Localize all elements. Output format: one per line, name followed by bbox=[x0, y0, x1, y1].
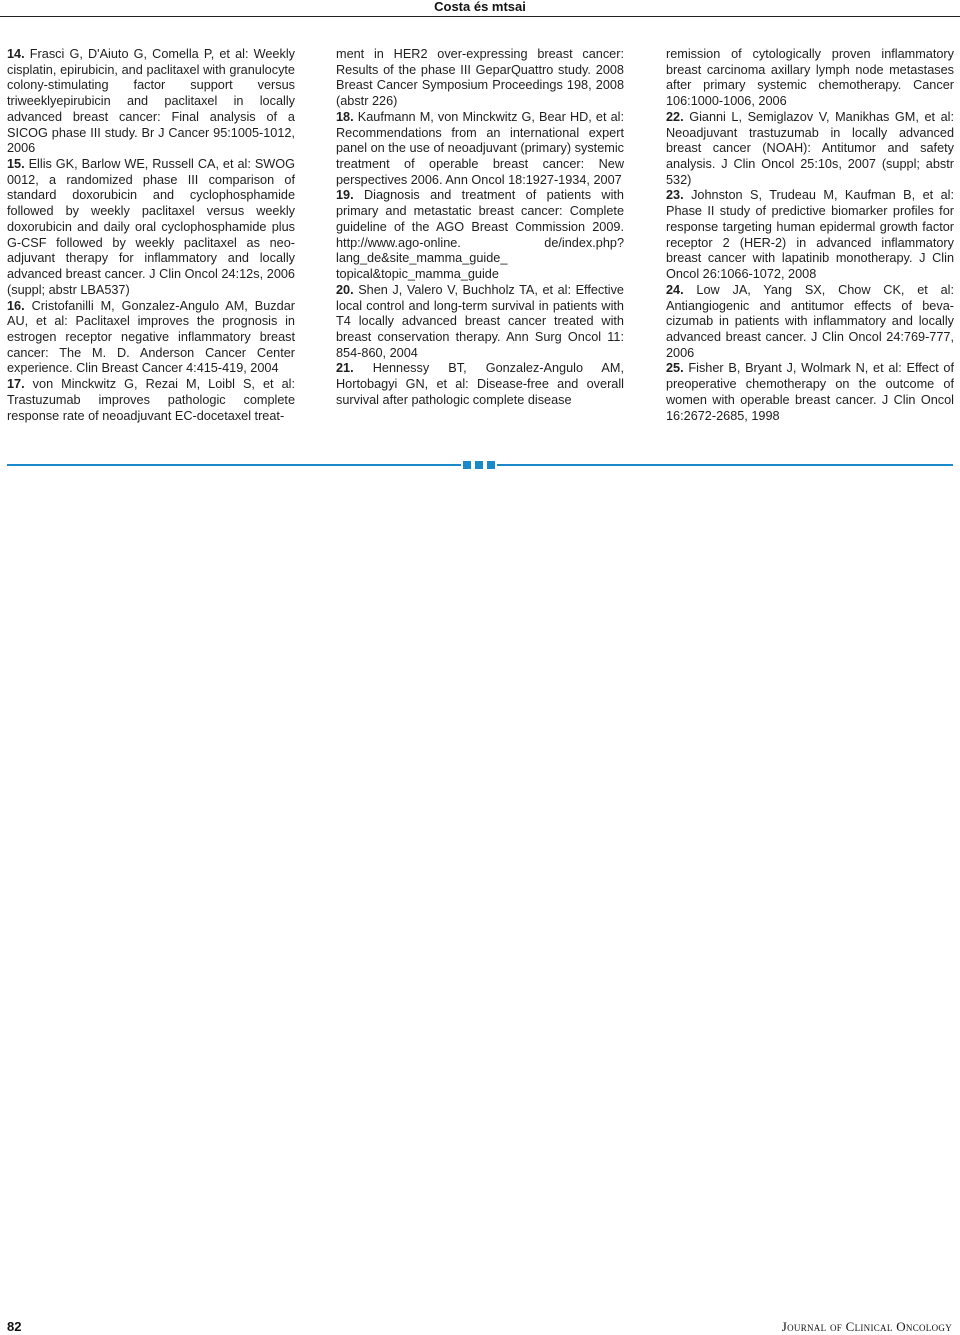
reference-number: 21. bbox=[336, 361, 354, 376]
reference-number: 25. bbox=[666, 361, 684, 376]
reference-number: 22. bbox=[666, 109, 684, 124]
reference-text: Fisher B, Bryant J, Wolmark N, et al: Effect of preoperative chemotherapy on the outcome of women with operable breast cancer. J Clin Oncol 16:2672-2685, 1998 bbox=[666, 361, 954, 423]
end-mark-square-icon bbox=[463, 461, 471, 469]
reference-entry bbox=[336, 110, 624, 189]
reference-entry bbox=[666, 47, 954, 110]
running-header-title: Costa és mtsai bbox=[434, 0, 526, 14]
reference-text: Cristofanilli M, Gonzalez-Angulo AM, Buzdar AU, et al: Paclitaxel improves the prognosis in estrogen receptor negative inflammatory breast cancer: The M. D. Anderson Cancer Center experience. Clin Breast Cancer 4:415-419, 2004 bbox=[7, 298, 295, 376]
reference-text: Gianni L, Semiglazov V, Manikhas GM, et al: Neoadjuvant trastuzumab in locally advanced breast cancer (NOAH): Antitumor and safety analysis. J Clin Oncol 25:10s, 2007 (suppl; abstr 532) bbox=[666, 109, 954, 187]
reference-entry bbox=[336, 361, 624, 408]
reference-entry bbox=[7, 299, 295, 378]
reference-number: 24. bbox=[666, 282, 684, 297]
reference-number: 16. bbox=[7, 298, 25, 313]
reference-text: Shen J, Valero V, Buchholz TA, et al: Effective local control and long-term survival in patients with T4 locally advanced breast cancer treated with breast conservation therapy. Ann Surg Oncol 11: 854-860, 2004 bbox=[336, 282, 624, 360]
reference-entry bbox=[666, 110, 954, 189]
reference-number: 23. bbox=[666, 188, 684, 203]
reference-text: Ellis GK, Barlow WE, Russell CA, et al: SWOG 0012, a randomized phase III comparison of standard doxorubicin and cyclophosphamide followed by weekly paclitaxel versus weekly doxorubicin and daily oral cyclophosphamide plus G-CSF followed by weekly paclitaxel as neoadjuvant therapy for inflammatory and locally advanced breast cancer. J Clin Oncol 24:12s, 2006 (suppl; abstr LBA537) bbox=[7, 157, 295, 297]
reference-text: Johnston S, Trudeau M, Kaufman B, et al: Phase II study of predictive biomarker profiles for response targeting human epidermal growth factor receptor 2 (HER-2) in advanced inflammatory breast cancer with lapatinib monotherapy. J Clin Oncol 26:1066-1072, 2008 bbox=[666, 188, 954, 282]
reference-column-3 bbox=[666, 47, 954, 424]
reference-text: Hennessy BT, Gonzalez-Angulo AM, Hortobagyi GN, et al: Disease-free and overall survival after pathologic complete disease bbox=[336, 361, 624, 407]
reference-entry bbox=[7, 157, 295, 298]
reference-number: 20. bbox=[336, 282, 354, 297]
reference-number: 19. bbox=[336, 188, 354, 203]
reference-entry bbox=[666, 361, 954, 424]
reference-entry bbox=[336, 283, 624, 362]
end-of-article-mark bbox=[461, 460, 497, 470]
reference-entry bbox=[666, 188, 954, 282]
reference-column-2 bbox=[336, 47, 624, 409]
reference-entry bbox=[7, 47, 295, 157]
reference-number: 15. bbox=[7, 157, 25, 172]
reference-number: 17. bbox=[7, 377, 25, 392]
reference-entry bbox=[336, 47, 624, 110]
reference-entry bbox=[666, 283, 954, 362]
header-rule bbox=[0, 16, 960, 17]
reference-column-1 bbox=[7, 47, 295, 424]
end-mark-square-icon bbox=[487, 461, 495, 469]
reference-number: 18. bbox=[336, 109, 354, 124]
reference-text: Low JA, Yang SX, Chow CK, et al: Antiangiogenic and antitumor effects of bevacizumab in patients with inflammatory and locally advanced breast cancer. J Clin Oncol 24:769-777, 2006 bbox=[666, 282, 954, 360]
page-number: 82 bbox=[7, 1319, 22, 1334]
reference-text: von Minckwitz G, Rezai M, Loibl S, et al: Trastuzumab improves pathologic complete response rate of neoadjuvant EC-docetaxel treat- bbox=[7, 377, 295, 423]
reference-entry bbox=[336, 188, 624, 282]
reference-text: Frasci G, D'Aiuto G, Comella P, et al: Weekly cisplatin, epirubicin, and paclitaxel with granulocyte colony-stimulating factor support versus triweeklyepirubicin and paclitaxel in locally advanced breast cancer: Final analysis of a SICOG phase III study. Br J Cancer 95:1005-1012, 2006 bbox=[7, 47, 295, 156]
end-mark-square-icon bbox=[475, 461, 483, 469]
reference-text: remission of cytologically proven inflammatory breast carcinoma axillary lymph node metastases after primary systemic chemotherapy. Cancer 106:1000-1006, 2006 bbox=[666, 47, 954, 109]
reference-entry bbox=[7, 377, 295, 424]
reference-text: ment in HER2 over-expressing breast cancer: Results of the phase III GeparQuattro study. 2008 Breast Cancer Symposium Proceedings 198, 2008 (abstr 226) bbox=[336, 47, 624, 109]
reference-number: 14. bbox=[7, 47, 25, 61]
journal-name: Journal of Clinical Oncology bbox=[781, 1319, 952, 1334]
reference-text: Diagnosis and treatment of patients with primary and metastatic breast cancer: Complete guideline of the AGO Breast Commission 2009. http://www.ago-online. de/index.php?lang_de&site_mamma_guide_ topical&topic_mamma_guide bbox=[336, 188, 624, 282]
reference-text: Kaufmann M, von Minckwitz G, Bear HD, et al: Recommendations from an international expert panel on the use of neoadjuvant (primary) systemic treatment of operable breast cancer: New perspectives 2006. Ann Oncol 18:1927-1934, 2007 bbox=[336, 109, 624, 187]
